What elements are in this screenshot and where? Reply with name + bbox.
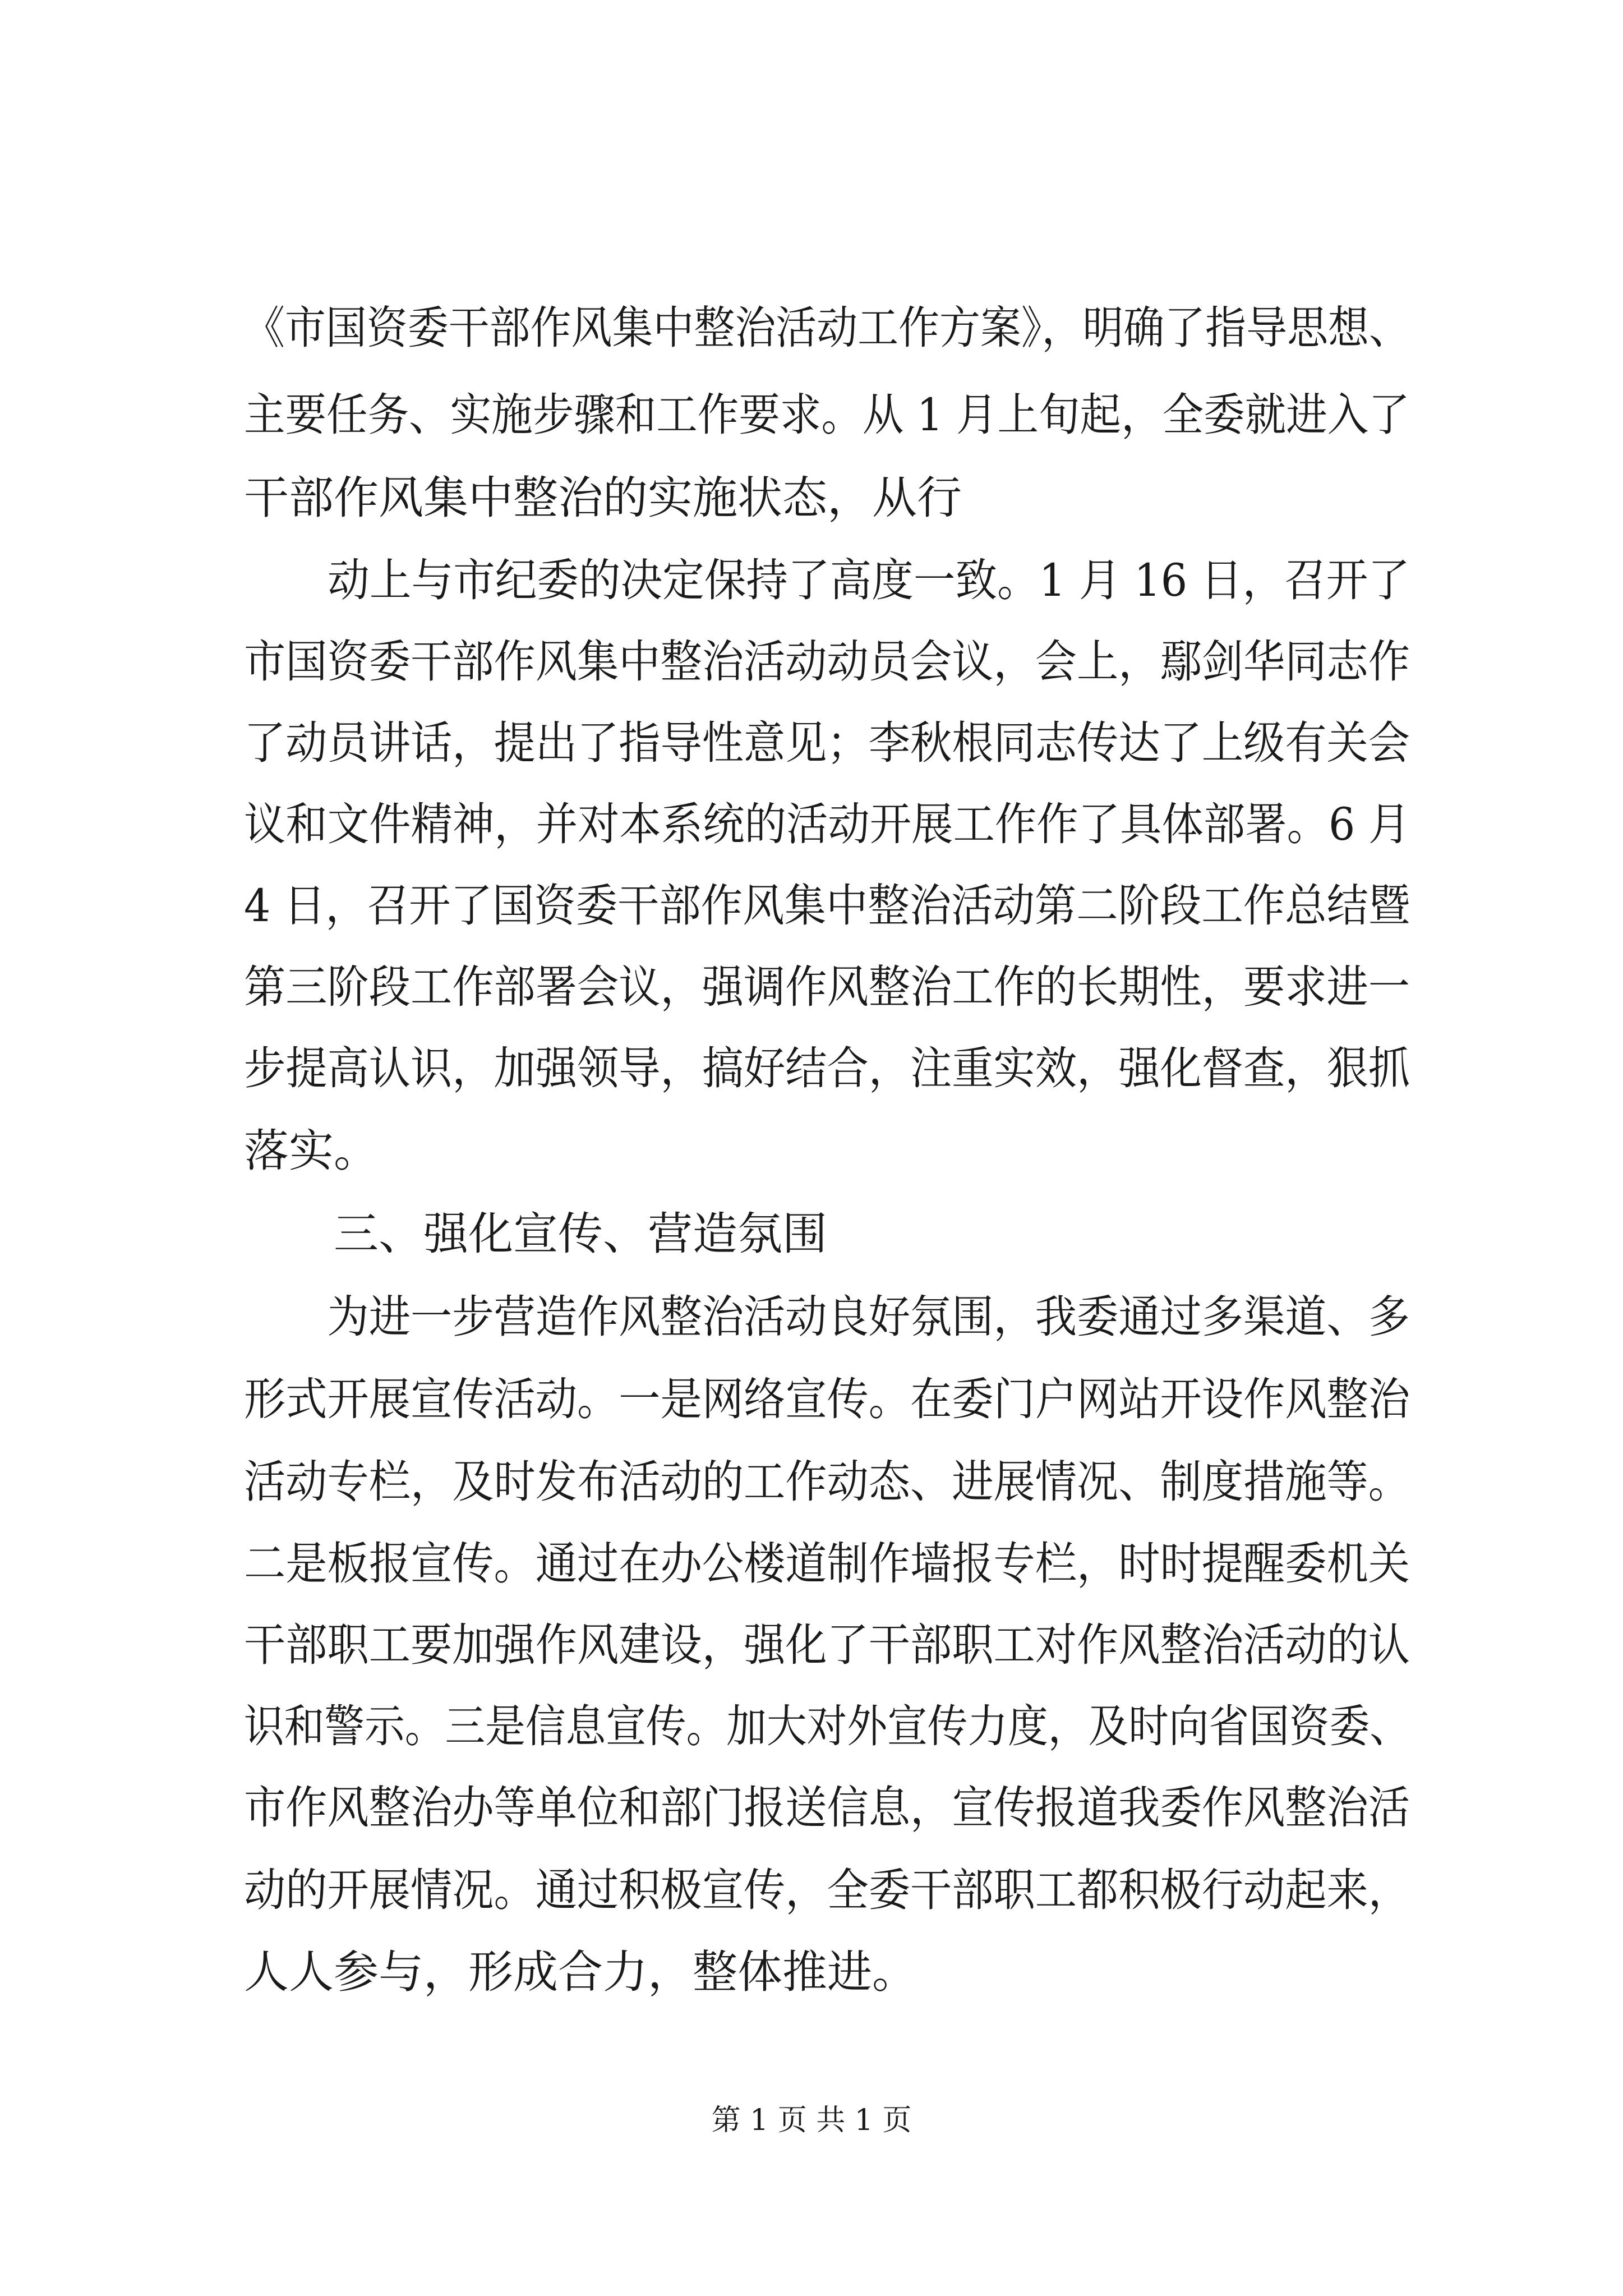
text-line: 为进一步营造作风整治活动良好氛围，我委通过多渠道、多	[244, 1291, 1410, 1343]
text-line: 市作风整治办等单位和部门报送信息，宣传报道我委作风整治活	[244, 1782, 1410, 1834]
text-line: 人人参与，形成合力，整体推进。	[244, 1946, 917, 1998]
text-line: 市国资委干部作风集中整治活动动员会议，会上，鄢剑华同志作	[244, 636, 1410, 688]
text-line: 了动员讲话，提出了指导性意见；李秋根同志传达了上级有关会	[244, 717, 1410, 769]
text-line: 4 日，召开了国资委干部作风集中整治活动第二阶段工作总结暨	[244, 880, 1410, 932]
text-line: 形式开展宣传活动。一是网络宣传。在委门户网站开设作风整治	[244, 1373, 1410, 1425]
text-line: 活动专栏，及时发布活动的工作动态、进展情况、制度措施等。	[244, 1456, 1410, 1508]
text-line: 干部作风集中整治的实施状态，从行	[244, 472, 962, 524]
text-line: 议和文件精神，并对本系统的活动开展工作作了具体部署。6 月	[244, 798, 1410, 850]
text-line: 干部职工要加强作风建设，强化了干部职工对作风整治活动的认	[244, 1619, 1410, 1671]
text-line: 动的开展情况。通过积极宣传，全委干部职工都积极行动起来，	[244, 1864, 1410, 1916]
text-line: 步提高认识，加强领导，搞好结合，注重实效，强化督查，狠抓	[244, 1042, 1410, 1094]
text-line: 《市国资委干部作风集中整治活动工作方案》，明确了指导思想、	[244, 302, 1410, 354]
text-line: 二是板报宣传。通过在办公楼道制作墙报专栏，时时提醒委机关	[244, 1538, 1410, 1590]
text-line: 第三阶段工作部署会议，强调作风整治工作的长期性，要求进一	[244, 961, 1410, 1013]
text-line: 主要任务、实施步骤和工作要求。从 1 月上旬起，全委就进入了	[244, 389, 1410, 441]
text-line: 识和警示。三是信息宣传。加大对外宣传力度，及时向省国资委、	[244, 1700, 1410, 1752]
section-heading: 三、强化宣传、营造氛围	[244, 1208, 827, 1260]
page-footer: 第 1 页 共 1 页	[711, 2104, 912, 2137]
text-line: 动上与市纪委的决定保持了高度一致。1 月 16 日，召开了	[244, 554, 1410, 606]
text-line: 落实。	[244, 1125, 379, 1177]
